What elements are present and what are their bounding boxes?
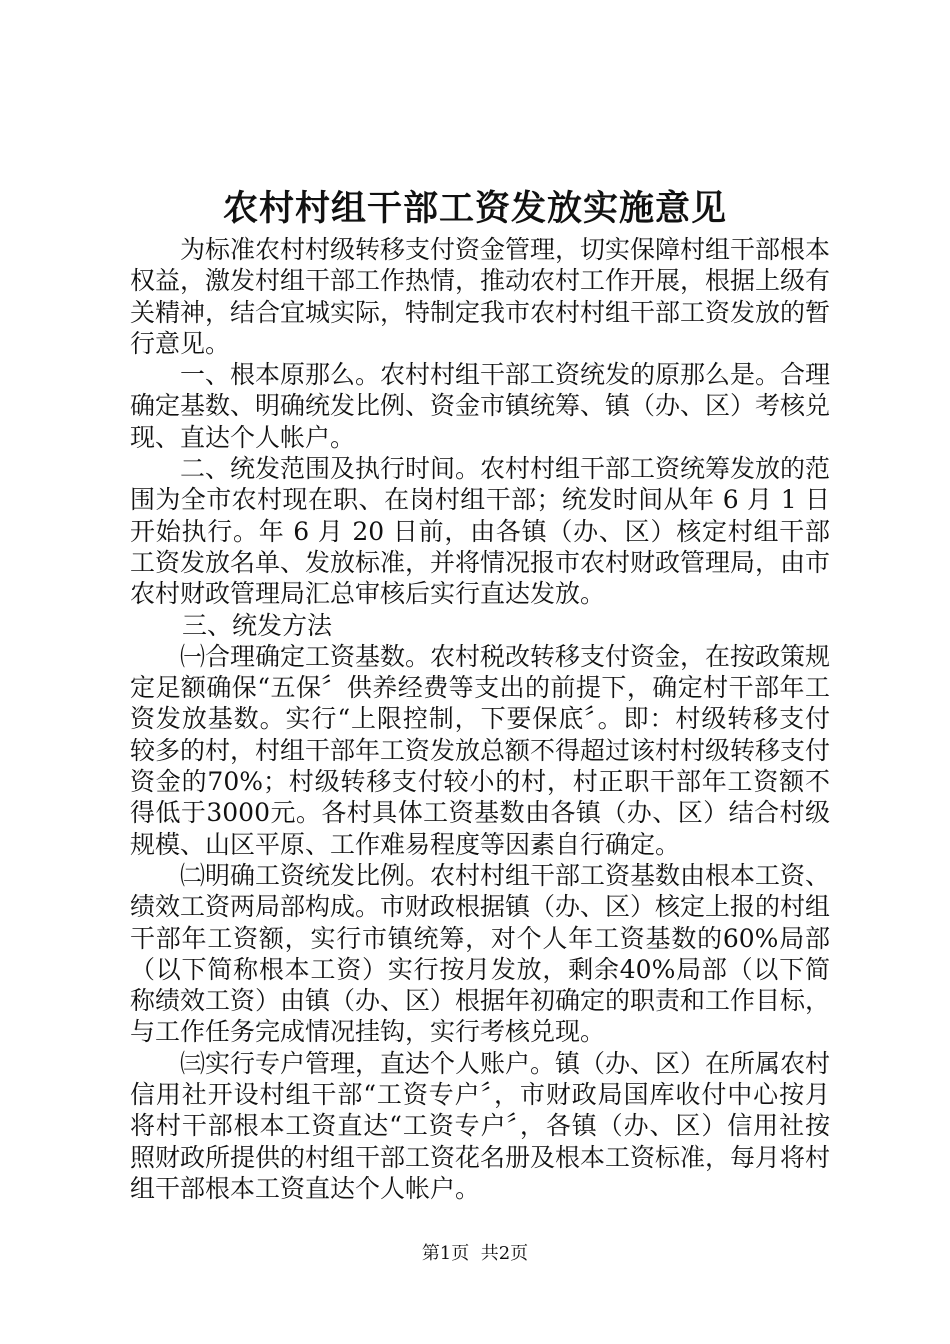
- subsection-3-paragraph: ㈢实行专户管理，直达个人账户。镇（办、区）在所属农村信用社开设村组干部“工资专户〞，市财政局国库收付中心按月将村干部根本工资直达“工资专户〞，各镇（办、区）信用社按照财政所提供的村组干部工资花名册及根本工资标准，每月将村组干部根本工资直达个人帐户。: [130, 1048, 831, 1203]
- document-body: [130, 234, 830, 1204]
- document-title: 农村村组干部工资发放实施意见: [222, 188, 727, 229]
- page-number-total: 共2页: [480, 1243, 529, 1264]
- section-1-paragraph: 一、根本原那么。农村村组干部工资统发的原那么是。合理确定基数、明确统发比例、资金市镇统筹、镇（办、区）考核兑现、直达个人帐户。: [130, 360, 831, 452]
- page-number-current: 第1页: [421, 1243, 470, 1264]
- intro-paragraph: 为标准农村村级转移支付资金管理，切实保障村组干部根本权益，激发村组干部工作热情，推动农村工作开展，根据上级有关精神，结合宜城实际，特制定我市农村村组干部工资发放的暂行意见。: [130, 235, 831, 358]
- page-footer: [0, 1242, 950, 1266]
- section-2-paragraph: 二、统发范围及执行时间。农村村组干部工资统筹发放的范围为全市农村现在职、在岗村组干部；统发时间从年 6 月 1 日开始执行。年 6 月 20 日前，由各镇（办、区）核定村组干部工资发放名单、发放标准，并将情况报市农村财政管理局，由市农村财政管理局汇总审核后实行直达发放。: [130, 454, 831, 609]
- subsection-2-paragraph: ㈡明确工资统发比例。农村村组干部工资基数由根本工资、绩效工资两局部构成。市财政根据镇（办、区）核定上报的村组干部年工资额，实行市镇统筹，对个人年工资基数的60%局部（以下简称根本工资）实行按月发放，剩余40%局部（以下简称绩效工资）由镇（办、区）根据年初确定的职责和工作目标，与工作任务完成情况挂钩，实行考核兑现。: [130, 860, 831, 1047]
- subsection-1-paragraph: ㈠合理确定工资基数。农村税改转移支付资金，在按政策规定足额确保“五保〞供养经费等支出的前提下，确定村干部年工资发放基数。实行“上限控制，下要保底〞。即：村级转移支付较多的村，村组干部年工资发放总额不得超过该村村级转移支付资金的70%；村级转移支付较小的村，村正职干部年工资额不得低于3000元。各村具体工资基数由各镇（办、区）结合村级规模、山区平原、工作难易程度等因素自行确定。: [130, 641, 831, 859]
- section-3-heading: 三、统发方法: [182, 610, 333, 640]
